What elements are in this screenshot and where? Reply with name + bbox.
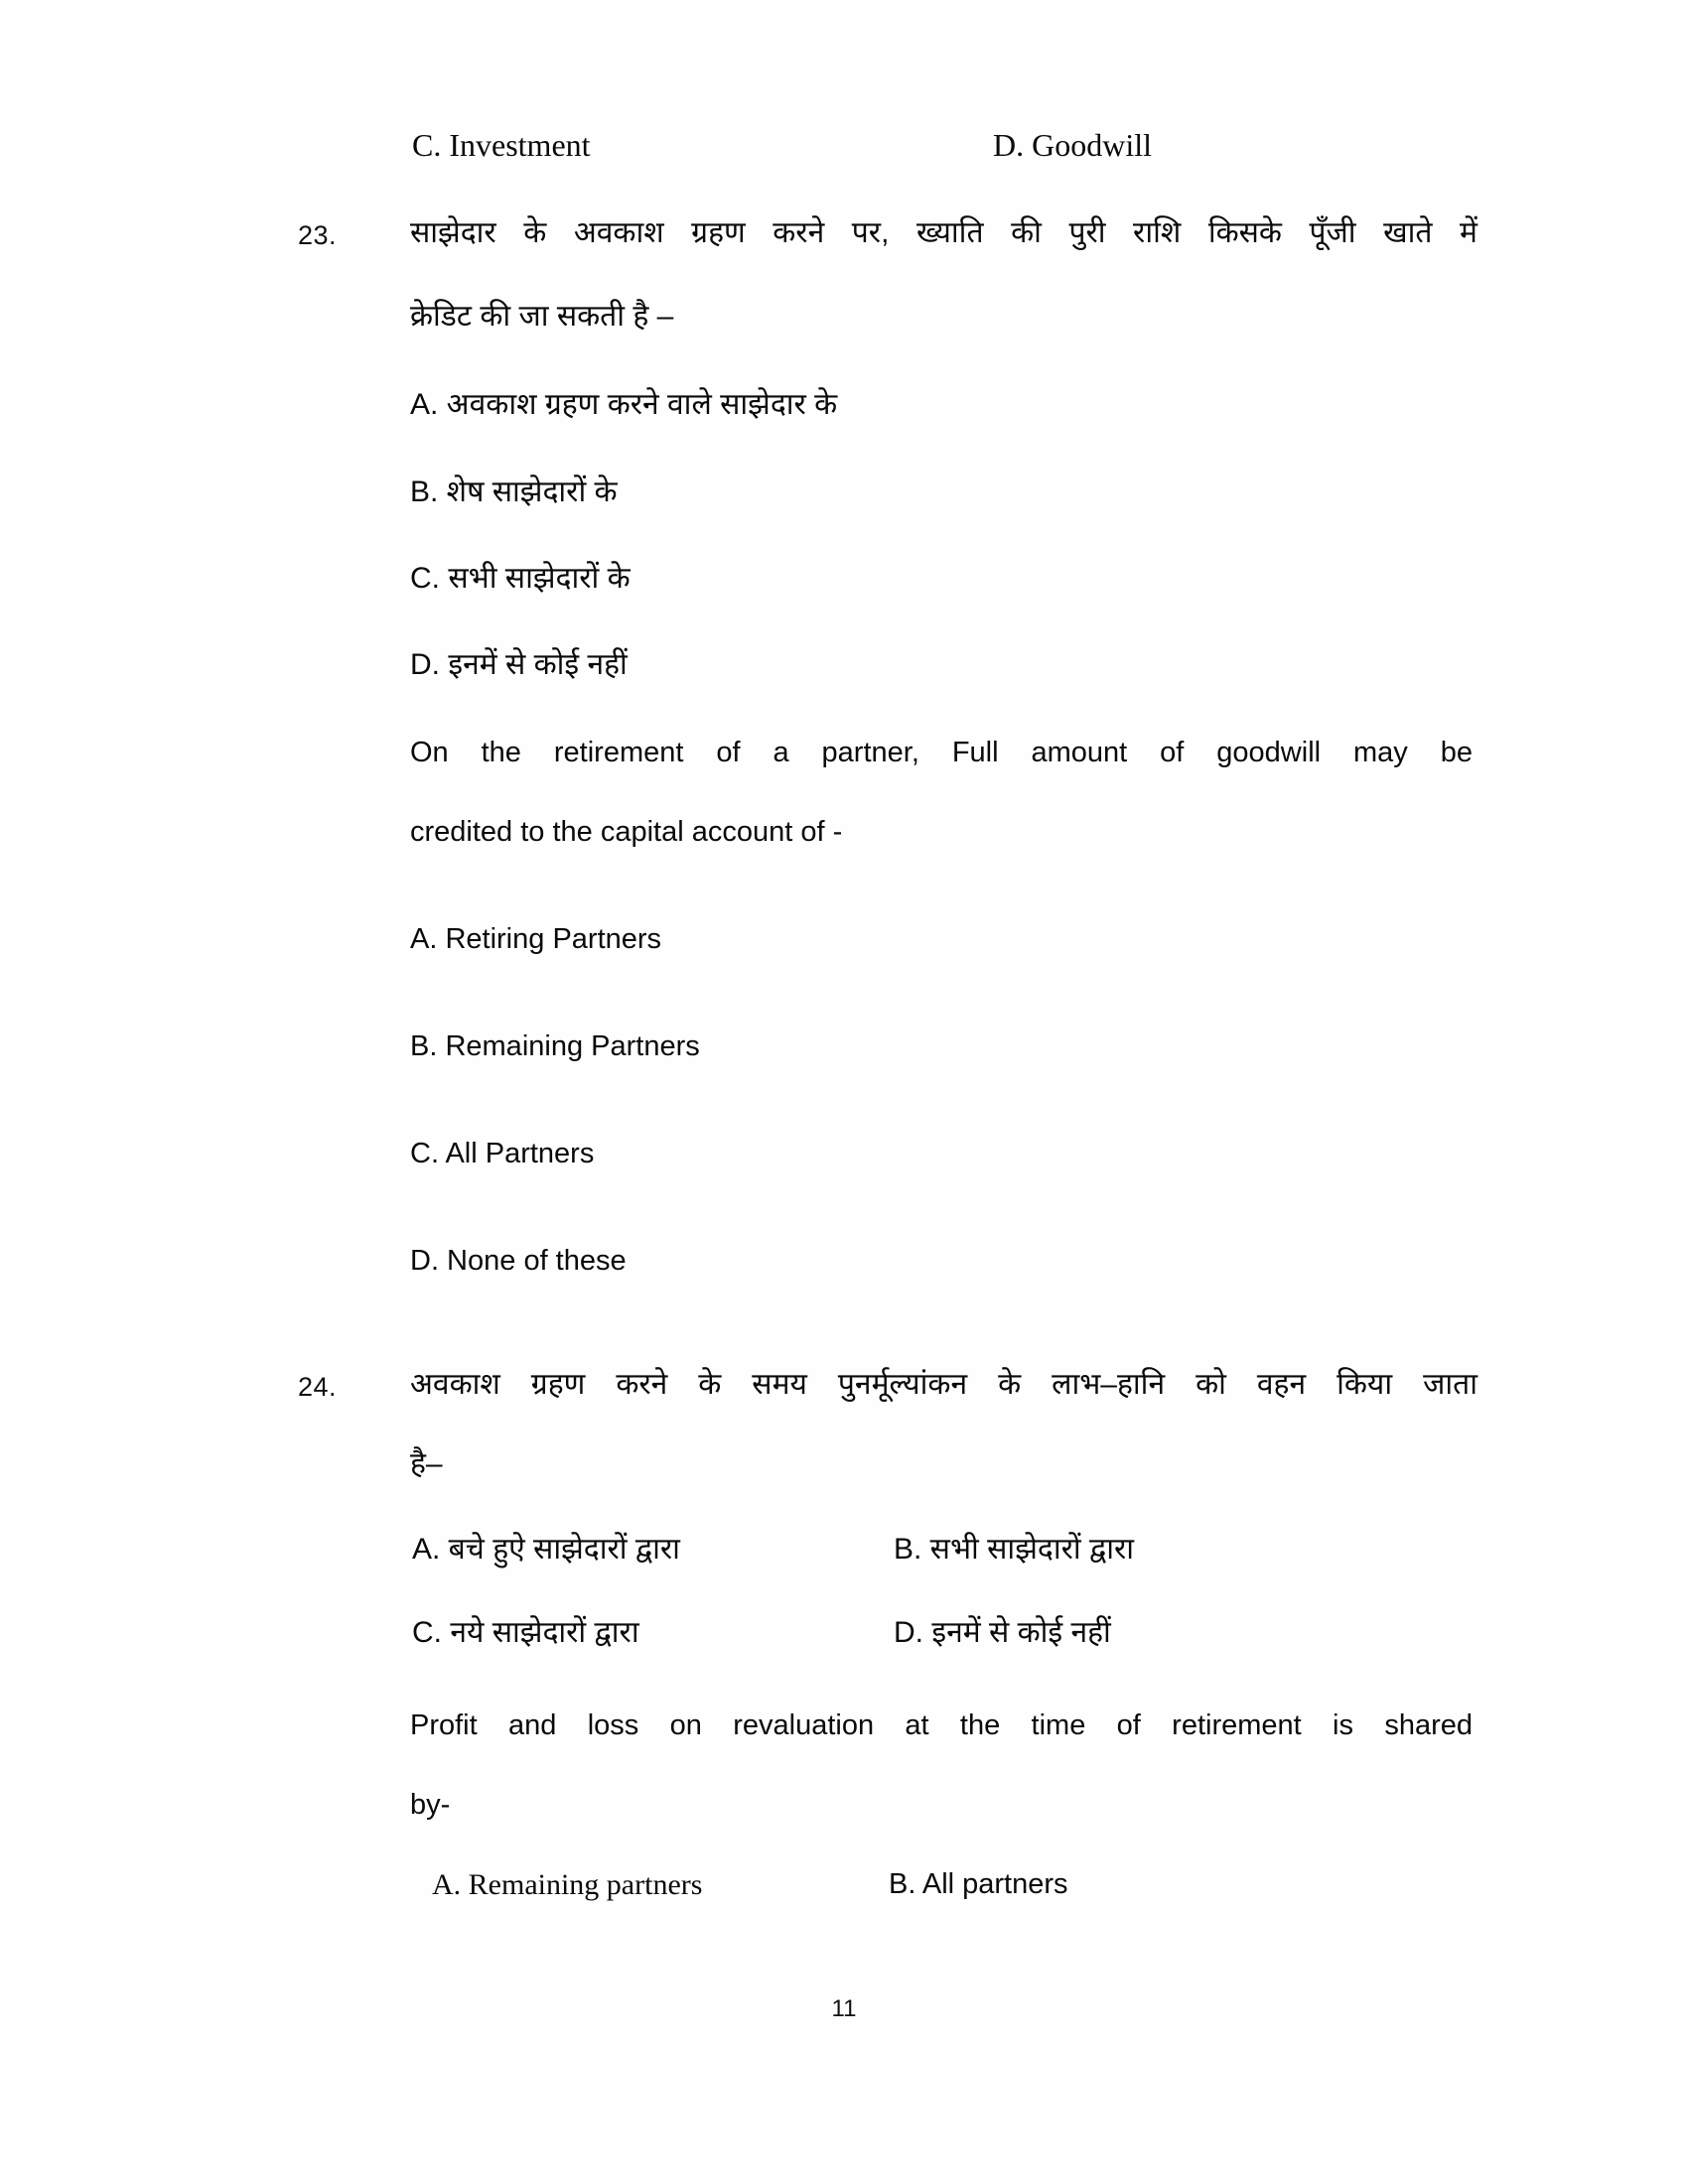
- question-number-23: 23.: [298, 220, 338, 250]
- carryover-option-c: C. Investment: [412, 127, 591, 163]
- question-24-english-option-a[interactable]: A. Remaining partners: [432, 1868, 703, 1901]
- question-23-english-stem-line-1: On the retirement of a partner, Full amount of goodwill may be: [410, 737, 1473, 768]
- question-23-hindi-stem-line-1: साझेदार के अवकाश ग्रहण करने पर, ख्याति की पुरी राशि किसके पूँजी खाते में: [410, 216, 1477, 249]
- question-number-24: 24.: [298, 1372, 338, 1402]
- question-23-english-option-a[interactable]: A. Retiring Partners: [410, 923, 662, 955]
- carryover-option-d: D. Goodwill: [993, 127, 1152, 163]
- question-23-hindi-option-d[interactable]: D. इनमें से कोई नहीं: [410, 648, 628, 681]
- question-24-english-option-b[interactable]: B. All partners: [889, 1868, 1068, 1900]
- question-23-english-option-d[interactable]: D. None of these: [410, 1245, 627, 1277]
- question-24-english-stem-line-1: Profit and loss on revaluation at the time of retirement is shared: [410, 1709, 1473, 1741]
- page-number: 11: [831, 1995, 857, 2022]
- question-23-english-option-c[interactable]: C. All Partners: [410, 1138, 595, 1169]
- question-24-hindi-stem-line-2: है–: [410, 1447, 443, 1480]
- question-24-hindi-option-a[interactable]: A. बचे हुऐ साझेदारों द्वारा: [412, 1533, 680, 1566]
- question-24-hindi-option-d[interactable]: D. इनमें से कोई नहीं: [894, 1616, 1111, 1649]
- question-23-english-stem-line-2: credited to the capital account of -: [410, 816, 843, 848]
- question-23-hindi-stem-line-2: क्रेडिट की जा सकती है –: [410, 300, 674, 333]
- question-23-hindi-option-a[interactable]: A. अवकाश ग्रहण करने वाले साझेदार के: [410, 388, 838, 421]
- question-23-hindi-option-b[interactable]: B. शेष साझेदारों के: [410, 476, 618, 508]
- question-24-hindi-option-b[interactable]: B. सभी साझेदारों द्वारा: [894, 1533, 1135, 1566]
- question-23-english-option-b[interactable]: B. Remaining Partners: [410, 1030, 700, 1062]
- question-23-hindi-option-c[interactable]: C. सभी साझेदारों के: [410, 562, 631, 595]
- question-24-hindi-option-c[interactable]: C. नये साझेदारों द्वारा: [412, 1616, 639, 1649]
- question-24-hindi-stem-line-1: अवकाश ग्रहण करने के समय पुनर्मूल्यांकन के लाभ–हानि को वहन किया जाता: [410, 1368, 1477, 1401]
- question-24-english-stem-line-2: by-: [410, 1789, 451, 1821]
